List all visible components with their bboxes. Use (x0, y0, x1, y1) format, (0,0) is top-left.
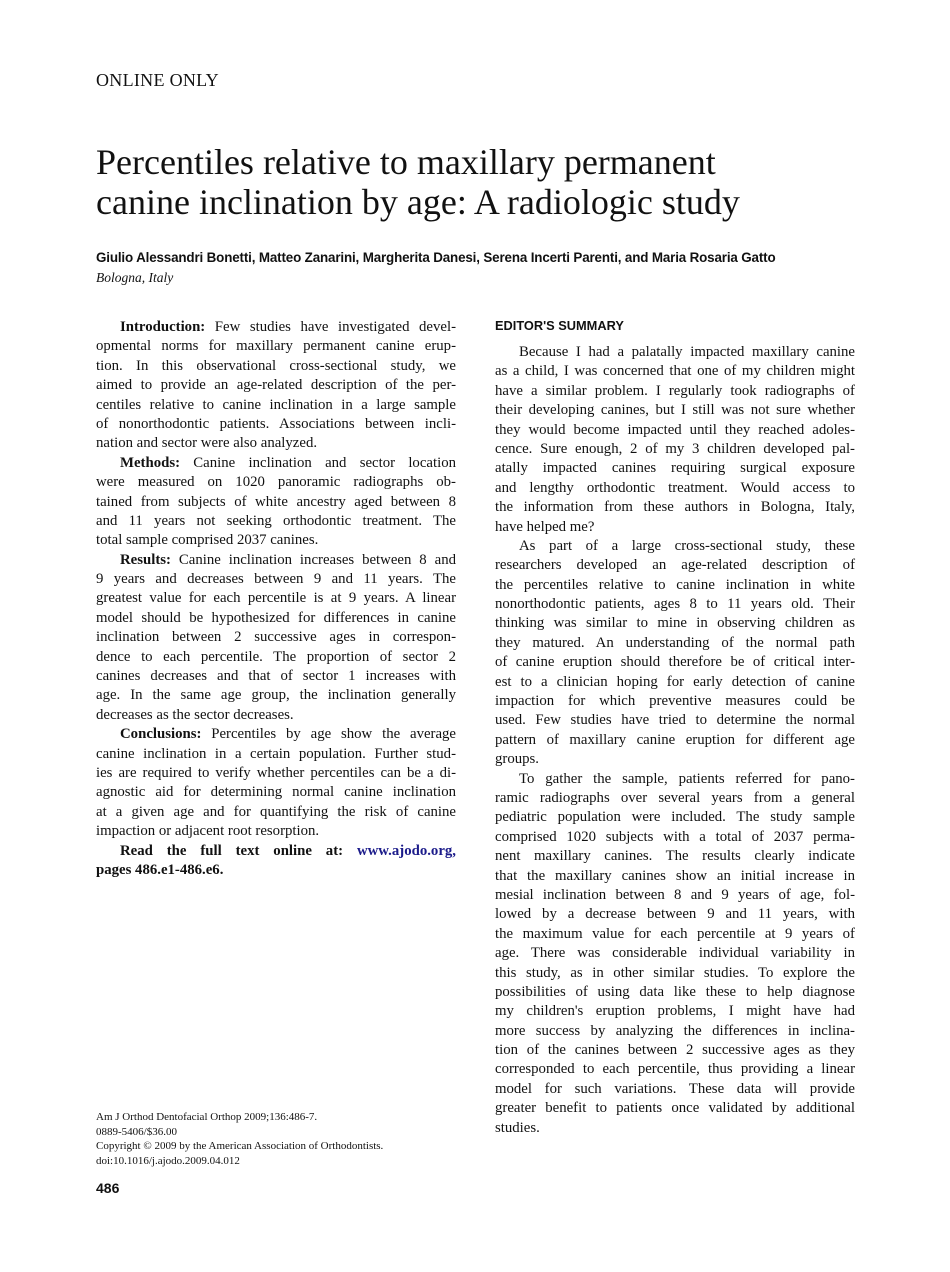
abstract-line (96, 725, 456, 744)
abstract-section-label: Methods: (120, 454, 181, 471)
abstract-line (96, 803, 456, 822)
abstract-text: Few studies have investigated devel- (205, 319, 456, 335)
abstract-text: at a given age and for quantifying the risk of canine (96, 803, 456, 820)
summary-line: the information from these authors in Bologna, Italy, (495, 499, 855, 516)
abstract-line (96, 337, 456, 356)
summary-line: atally impacted canines requiring surgical exposure (495, 460, 855, 477)
abstract-line (96, 628, 456, 647)
abstract-line (96, 318, 456, 337)
summary-line: lowed by a decrease between 9 and 11 years, with (495, 906, 855, 923)
abstract-line (96, 822, 456, 841)
editors-summary (495, 343, 855, 1138)
abstract-line (96, 512, 456, 531)
abstract-line (96, 493, 456, 512)
read-online-text: Read the full text online at: (120, 842, 357, 859)
abstract-text: 9 years and decreases between 9 and 11 years. The (96, 571, 456, 588)
abstract-line (96, 376, 456, 395)
summary-line: of canine eruption should therefore be of critical inter- (495, 654, 855, 671)
abstract-line (96, 531, 456, 550)
abstract-text: centiles relative to canine inclination in a large sample (96, 396, 456, 413)
title-line: canine inclination by age: A radiologic study (96, 182, 740, 222)
abstract-line (96, 764, 456, 783)
abstract-text: agnostic aid for determining normal canine inclination (96, 784, 456, 801)
ajodo-link[interactable]: www.ajodo.org, (356, 842, 456, 859)
summary-line: tion of the canines between 2 successive ages as they (495, 1042, 855, 1059)
summary-line: thinking was similar to mine in observing children as (495, 615, 855, 632)
abstract-text: aimed to provide an age-related description of the per- (96, 377, 456, 394)
summary-line: corresponded to each percentile, thus providing a linear (495, 1061, 855, 1078)
summary-line: studies. (495, 1119, 540, 1136)
abstract-text: and 11 years not seeking orthodontic treatment. The (96, 512, 456, 529)
abstract-text: inclination between 2 successive ages in correspon- (96, 629, 456, 646)
abstract-section-label: Introduction: (120, 319, 206, 335)
abstract-line (96, 551, 456, 570)
summary-line: comprised 1020 subjects with a total of 2037 perma- (495, 828, 855, 845)
abstract-text: dence to each percentile. The proportion of sector 2 (96, 648, 456, 665)
abstract-text: nation and sector were also analyzed. (96, 435, 318, 452)
summary-line: have helped me? (495, 518, 595, 535)
abstract-text: tion. In this observational cross-sectional study, we (96, 357, 456, 374)
abstract-line (96, 609, 456, 628)
abstract-line (96, 686, 456, 705)
author-list: Giulio Alessandri Bonetti, Matteo Zanarini, Margherita Danesi, Serena Incerti Parenti, and Maria Rosaria Gatto (96, 250, 776, 265)
read-online-pages: pages 486.e1-486.e6. (96, 861, 224, 878)
abstract-section-label: Conclusions: (120, 726, 202, 743)
abstract-line (96, 648, 456, 667)
abstract-text: opmental norms for maxillary permanent canine erup- (96, 338, 456, 355)
read-online-line (96, 842, 456, 861)
abstract-text: model should be hypothesized for differences in canine (96, 609, 456, 626)
summary-line: researchers developed an age-related description of (495, 557, 855, 574)
summary-line: more success by analyzing the differences in inclina- (495, 1022, 855, 1039)
doi-line: doi:10.1016/j.ajodo.2009.04.012 (96, 1154, 240, 1167)
abstract-line (96, 783, 456, 802)
abstract-line (96, 396, 456, 415)
summary-line: age. There was considerable individual variability in (495, 945, 855, 962)
abstract-section-label: Results: (120, 551, 171, 568)
summary-line: impaction for which preventive measures could be (495, 693, 855, 710)
summary-line: model for such variations. These data will provide (495, 1080, 855, 1097)
abstract-text: Canine inclination and sector location (180, 454, 456, 471)
summary-line: nonorthodontic patients, ages 8 to 11 years old. Their (495, 596, 855, 613)
abstract-line (96, 415, 456, 434)
abstract-line (96, 667, 456, 686)
summary-line: their developing canines, but I still was not sure whether (495, 402, 855, 419)
abstract-line (96, 434, 456, 453)
citation-footer (96, 1110, 383, 1168)
summary-line: the percentiles relative to canine inclination in white (495, 576, 855, 593)
abstract-text: impaction or adjacent root resorption. (96, 823, 320, 840)
summary-line: groups. (495, 751, 539, 768)
article-title (96, 142, 896, 222)
abstract-line (96, 454, 456, 473)
abstract-text: decreases as the sector decreases. (96, 706, 294, 723)
abstract-line (96, 570, 456, 589)
summary-line: To gather the sample, patients referred for pano- (519, 770, 855, 787)
summary-line: possibilities of using data like these to help diagnose (495, 983, 855, 1000)
abstract-line (96, 473, 456, 492)
summary-line: mesial inclination between 8 and 9 years of age, fol- (495, 886, 855, 903)
abstract (96, 318, 456, 880)
summary-line: the maximum value for each percentile at 9 years of (495, 925, 855, 942)
abstract-line (96, 357, 456, 376)
summary-line: they matured. An understanding of the normal path (495, 634, 855, 651)
citation-line: Am J Orthod Dentofacial Orthop 2009;136:486-7. (96, 1111, 318, 1123)
summary-line: that the maxillary canines show an initial increase in (495, 867, 855, 884)
summary-line: pediatric population were included. The study sample (495, 809, 855, 826)
summary-line: ramic radiographs over several years from a general (495, 789, 855, 806)
summary-line: this study, as in other similar studies. To explore the (495, 964, 855, 981)
summary-line: and lengthy orthodontic treatment. Would access to (495, 479, 855, 496)
summary-line: cence. Sure enough, 2 of my 3 children developed pal- (495, 440, 855, 457)
title-line: Percentiles relative to maxillary permanent (96, 142, 716, 182)
abstract-text: of nonorthodontic patients. Associations between incli- (96, 415, 456, 432)
abstract-text: age. In the same age group, the inclination generally (96, 687, 456, 704)
abstract-line (96, 745, 456, 764)
abstract-line (96, 706, 456, 725)
summary-line: Because I had a palatally impacted maxillary canine (519, 344, 855, 360)
summary-line: used. Few studies have tried to determine the normal (495, 712, 855, 729)
abstract-text: total sample comprised 2037 canines. (96, 532, 319, 549)
abstract-text: tained from subjects of white ancestry aged between 8 (96, 493, 456, 510)
affiliation: Bologna, Italy (96, 270, 174, 285)
abstract-text: were measured on 1020 panoramic radiographs ob- (96, 474, 456, 491)
copyright-line: Copyright © 2009 by the American Association of Orthodontists. (96, 1140, 384, 1153)
issn-line: 0889-5406/$36.00 (96, 1125, 177, 1138)
abstract-text: Percentiles by age show the average (201, 726, 456, 743)
abstract-text: ies are required to verify whether percentiles can be a di- (96, 764, 456, 781)
summary-line: have a similar problem. I regularly took radiographs of (495, 382, 855, 399)
summary-line: as a child, I was concerned that one of my children might (495, 363, 855, 380)
summary-line: greater benefit to patients once validated by additional (495, 1100, 855, 1117)
abstract-text: canines decreases and that of sector 1 increases with (96, 668, 456, 685)
abstract-text: greatest value for each percentile is at 9 years. A linear (96, 590, 456, 607)
summary-line: est to a clinician hoping for early detection of canine (495, 673, 855, 690)
page-number: 486 (96, 1180, 120, 1196)
section-label: ONLINE ONLY (96, 70, 219, 90)
summary-line: nent maxillary canines. The results clearly indicate (495, 848, 855, 865)
abstract-text: Canine inclination increases between 8 and (170, 551, 456, 568)
summary-line: my children's eruption problems, I might have had (495, 1003, 855, 1020)
abstract-text: canine inclination in a certain population. Further stud- (96, 745, 456, 762)
abstract-line (96, 589, 456, 608)
editors-summary-heading: EDITOR'S SUMMARY (495, 318, 624, 333)
summary-line: they would become impacted until they reached adoles- (495, 421, 855, 438)
summary-line: pattern of maxillary canine eruption for different age (495, 731, 855, 748)
summary-line: As part of a large cross-sectional study, these (519, 537, 855, 554)
